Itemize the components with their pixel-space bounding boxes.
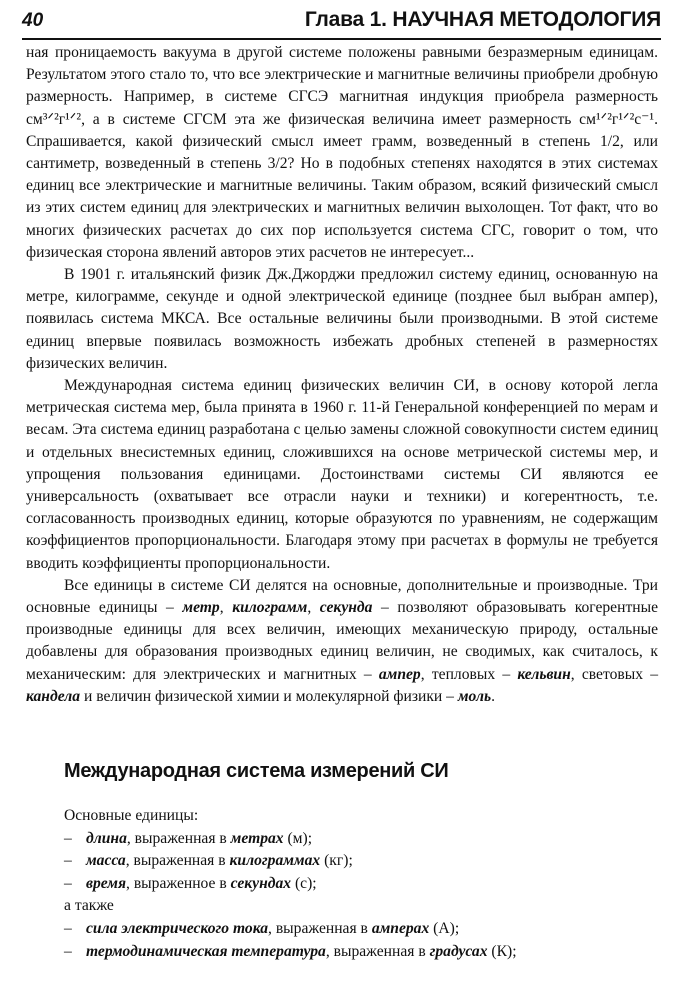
text-run: (А); <box>429 919 460 937</box>
text-run: (К); <box>487 942 517 960</box>
term-kelvin: кельвин <box>517 665 571 683</box>
list-item <box>64 850 664 873</box>
term-kilogram: килограмм <box>232 599 308 617</box>
base-units-list <box>64 805 664 963</box>
text-run: , <box>219 599 233 617</box>
text-run: , выраженная в <box>268 919 372 937</box>
list-dash: – <box>64 874 72 892</box>
list-dash: – <box>64 942 72 960</box>
paragraph-4 <box>26 575 658 708</box>
list-item <box>64 941 664 964</box>
list-item <box>64 873 664 896</box>
list-dash: – <box>64 829 72 847</box>
unit-term: килограммах <box>229 852 321 870</box>
text-run: . <box>491 687 496 705</box>
unit-term: метрах <box>230 829 284 847</box>
text-run: , выраженное в <box>126 874 231 892</box>
body-text <box>26 42 658 708</box>
term-mole: моль <box>457 687 492 705</box>
section-heading: Международная система измерений СИ <box>64 760 449 782</box>
quantity-term: масса <box>86 852 126 870</box>
list-dash: – <box>64 919 72 937</box>
text-run: (кг); <box>320 852 353 870</box>
page-number: 40 <box>22 10 44 31</box>
list-also: а также <box>64 897 114 915</box>
paragraph-2: В 1901 г. итальянский физик Дж.Джорджи предложил систему единиц, основанную на метре, килограмме, секунде и одной электрической единице (позднее был выбран ампер), появилась система МКСА. Все остальные величины были производными. В этой системе единиц впервые появилась возможность избежать дробных степеней в размерностях физических величин. <box>26 266 658 372</box>
text-run: Все единицы в системе СИ делятся на основные, дополнительные и производные. Три основные единицы – <box>26 576 658 617</box>
list-intro: Основные единицы: <box>64 807 199 824</box>
unit-term: секундах <box>230 874 292 892</box>
text-run: , выраженная в <box>325 942 430 960</box>
term-ampere: ампер <box>378 665 421 683</box>
text-run: , световых – <box>570 665 659 683</box>
text-run: – позволяют образовывать когерентные производные единицы для всех величин, имеющих механическую природу, остальные добавлены для образования производных единиц величин, не сводимых, как считалось, к механическим: для электрических и магнитных – <box>26 599 659 683</box>
quantity-term: термодинамическая температура <box>86 942 326 960</box>
page-header <box>22 8 661 40</box>
chapter-title: Глава 1. НАУЧНАЯ МЕТОДОЛОГИЯ <box>304 8 661 31</box>
list-dash: – <box>64 852 72 870</box>
term-meter: метр <box>182 599 220 617</box>
text-run: , <box>307 599 320 617</box>
term-second: секунда <box>319 599 373 617</box>
text-run: (м); <box>283 829 313 847</box>
text-run: и величин физической химии и молекулярной физики – <box>80 687 458 705</box>
text-run: (с); <box>291 874 317 892</box>
list-item <box>64 828 664 851</box>
text-run: , выраженная в <box>126 829 231 847</box>
quantity-term: сила электрического тока <box>86 919 269 937</box>
paragraph-3: Международная система единиц физических величин СИ, в основу которой легла метрическая система мер, была принята в 1960 г. 11-й Генеральной конференцией по мерам и весам. Эта система единиц разработана с целью замены сложной совокупности систем единиц и отдельных внесистемных единиц, сложившихся на основе метрической системы мер, и упрощения пользования единицами. Достоинствами системы СИ являются ее универсальность (охватывает все отрасли науки и техники) и когерентность, т.е. согласованность производных единиц, которые образуются по уравнениям, не содержащим коэффициентов пропорциональности. Благодаря этому при расчетах в формулы не требуется вводить коэффициенты пропорциональности. <box>26 377 658 572</box>
list-item <box>64 918 664 941</box>
quantity-term: длина <box>86 829 127 847</box>
text-run: , выраженная в <box>125 852 230 870</box>
paragraph-1: ная проницаемость вакуума в другой системе положены равными безразмерным единицам. Результатом этого стало то, что все электрические и магнитные величины приобрели дробную размерность. Например, в системе СГСЭ магнитная индукция приобрела размерность см³ᐟ²г¹ᐟ², а в системе СГСМ эта же физическая величина имеет размерность см¹ᐟ²г¹ᐟ²с⁻¹. Спрашивается, какой физический смысл имеет грамм, возведенный в степень 1/2, или сантиметр, возведенный в степень 3/2? Но в подобных степенях находятся в этих системах единиц все электрические и магнитные величины. Таким образом, всякий физический смысл из этих систем единиц для электрических и магнитных величин выхолощен. Тот факт, что во многих физических расчетах до сих пор используется система СГС, говорит о том, что физическая сторона явлений авторов этих расчетов не интересует... <box>26 44 658 261</box>
unit-term: градусах <box>429 942 488 960</box>
text-run: , тепловых – <box>420 665 518 683</box>
quantity-term: время <box>86 874 127 892</box>
unit-term: амперах <box>371 919 430 937</box>
term-candela: кандела <box>26 687 81 705</box>
